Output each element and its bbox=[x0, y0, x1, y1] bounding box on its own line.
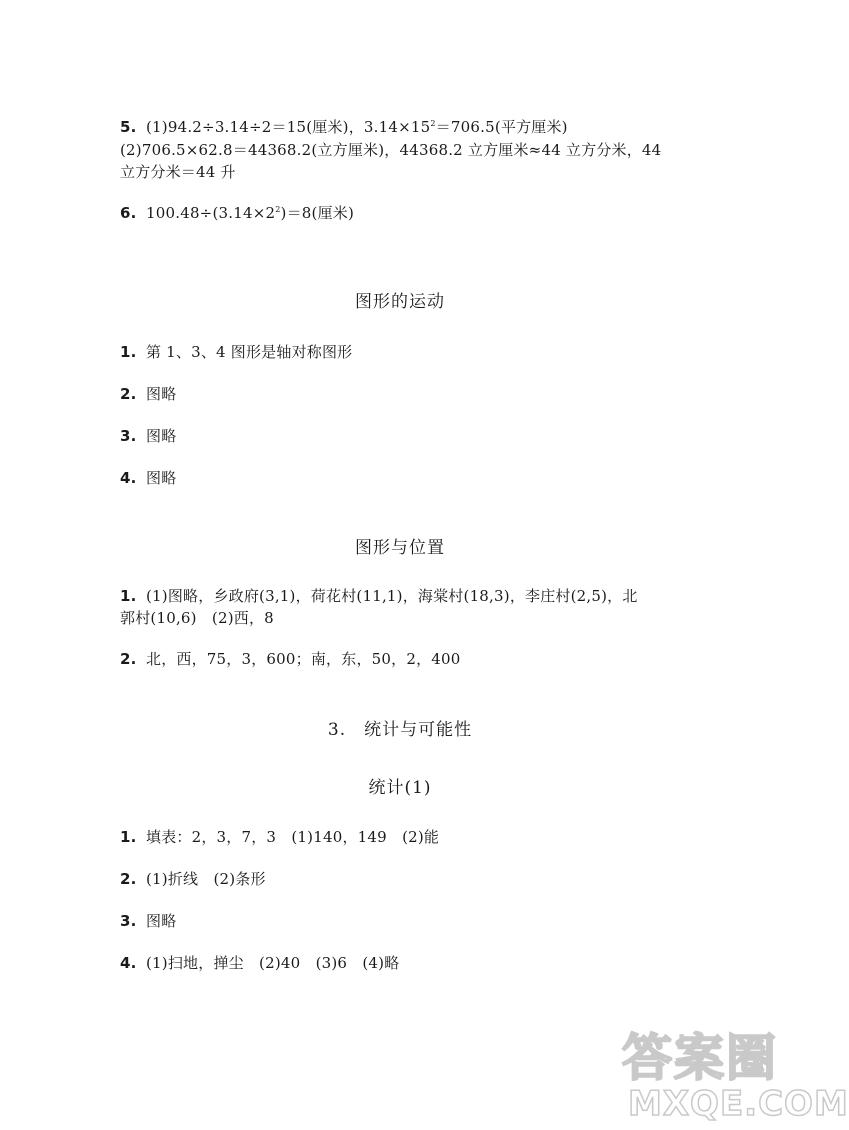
answer-text: (2)706.5×62.8＝44368.2(立方厘米)，44368.2 立方厘米≈44 立方分米，44 bbox=[120, 141, 662, 159]
stats-answer-3 bbox=[120, 910, 176, 932]
chapter-title: 3. 统计与可能性 bbox=[327, 720, 473, 740]
position-answer-2 bbox=[120, 648, 461, 670]
answer-text: 第 1、3、4 图形是轴对称图形 bbox=[146, 343, 353, 361]
watermark-logo-text: 答案圈 bbox=[622, 1029, 778, 1087]
item-number: 5. bbox=[120, 118, 137, 136]
answer-5-line-3 bbox=[120, 161, 236, 183]
answer-text: 北，西，75，3，600；南，东，50，2，400 bbox=[146, 650, 461, 668]
section-title-position: 图形与位置 bbox=[355, 538, 445, 558]
site-watermark bbox=[610, 1010, 849, 1130]
item-number: 1. bbox=[120, 587, 137, 605]
answer-text: )＝8(厘米) bbox=[280, 204, 355, 222]
motion-answer-3 bbox=[120, 425, 176, 447]
item-number: 4. bbox=[120, 954, 137, 972]
answer-text: 图略 bbox=[146, 427, 177, 445]
motion-answer-2 bbox=[120, 383, 176, 405]
answer-text: 图略 bbox=[146, 912, 177, 930]
item-number: 2. bbox=[120, 870, 137, 888]
answer-text: (1)图略，乡政府(3,1)，荷花村(11,1)，海棠村(18,3)，李庄村(2,5)，北 bbox=[146, 587, 638, 605]
answer-text: 图略 bbox=[146, 469, 177, 487]
answer-text: 100.48÷(3.14×2 bbox=[146, 204, 276, 222]
item-number: 3. bbox=[120, 912, 137, 930]
answer-text: 图略 bbox=[146, 385, 177, 403]
item-number: 4. bbox=[120, 469, 137, 487]
answer-5-line-2 bbox=[120, 139, 661, 161]
item-number: 2. bbox=[120, 650, 137, 668]
stats-answer-4 bbox=[120, 952, 399, 974]
superscript: 2 bbox=[275, 205, 281, 214]
answer-text: (1)折线 (2)条形 bbox=[146, 870, 266, 888]
section-title-stats: 统计(1) bbox=[368, 778, 432, 798]
answer-text: 填表：2，3，7，3 (1)140，149 (2)能 bbox=[146, 828, 440, 846]
answer-6 bbox=[120, 202, 354, 224]
motion-answer-4 bbox=[120, 467, 176, 489]
answer-text: ＝706.5(平方厘米) bbox=[435, 118, 568, 136]
item-number: 6. bbox=[120, 204, 137, 222]
section-title-motion: 图形的运动 bbox=[355, 292, 445, 312]
item-number: 1. bbox=[120, 828, 137, 846]
item-number: 3. bbox=[120, 427, 137, 445]
watermark-url-text: MXQE.COM bbox=[628, 1084, 849, 1124]
stats-answer-2 bbox=[120, 868, 266, 890]
superscript: 2 bbox=[430, 119, 436, 128]
answer-text: (1)扫地，掸尘 (2)40 (3)6 (4)略 bbox=[146, 954, 400, 972]
position-answer-1-line-1 bbox=[120, 585, 638, 607]
motion-answer-1 bbox=[120, 341, 352, 363]
answer-5-line-1 bbox=[120, 116, 568, 138]
item-number: 2. bbox=[120, 385, 137, 403]
stats-answer-1 bbox=[120, 826, 439, 848]
answer-text: (1)94.2÷3.14÷2＝15(厘米)，3.14×15 bbox=[146, 118, 431, 136]
item-number: 1. bbox=[120, 343, 137, 361]
answer-text: 立方分米＝44 升 bbox=[120, 163, 236, 181]
position-answer-1-line-2 bbox=[120, 607, 274, 629]
answer-text: 郭村(10,6) (2)西，8 bbox=[120, 609, 274, 627]
